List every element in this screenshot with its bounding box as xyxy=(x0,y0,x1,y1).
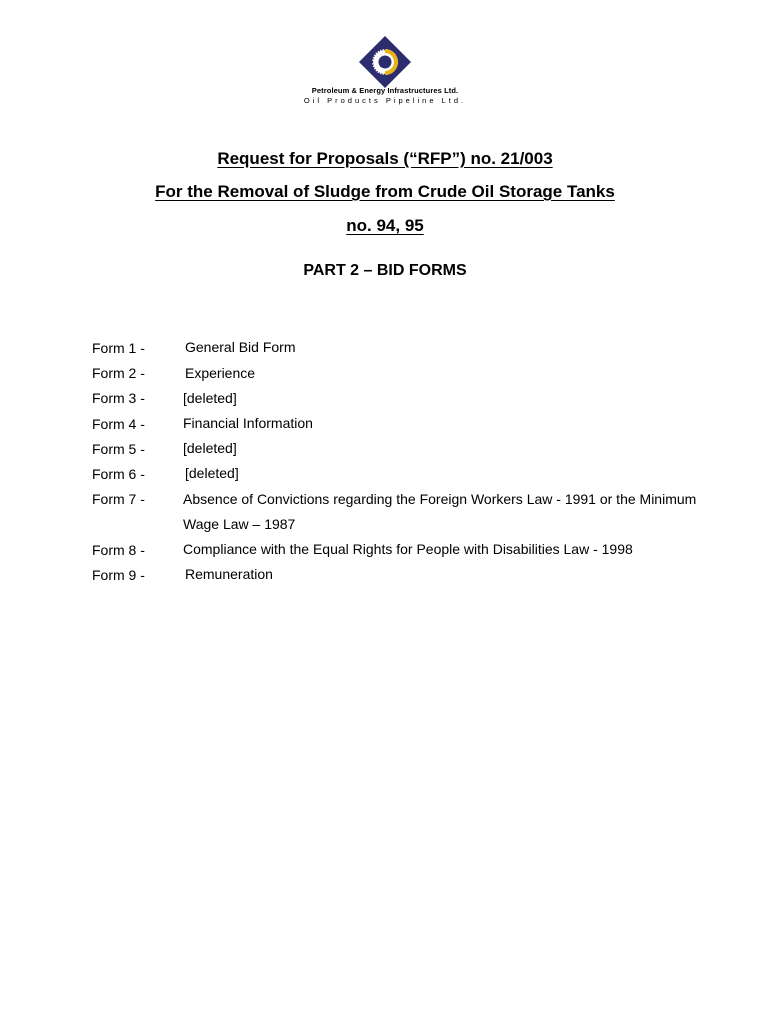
form-description: Compliance with the Equal Rights for People with Disabilities Law - 1998 xyxy=(183,540,633,557)
form-description: [deleted] xyxy=(183,389,237,406)
form-number: Form 7 - xyxy=(92,491,145,508)
form-number: Form 8 - xyxy=(92,541,145,558)
bid-forms-list xyxy=(92,339,712,591)
form-description: Experience xyxy=(185,364,256,381)
form-description: Financial Information xyxy=(183,414,313,431)
form-description: [deleted] xyxy=(183,440,237,457)
document-title-line1: Request for Proposals (“RFP”) no. 21/003 xyxy=(217,149,553,168)
company-name-line2: Oil Products Pipeline Ltd. xyxy=(303,96,467,105)
form-number: Form 6 - xyxy=(92,465,145,482)
part-title: PART 2 – BID FORMS xyxy=(303,262,467,279)
document-title-line2: For the Removal of Sludge from Crude Oil Storage Tanks xyxy=(155,182,615,201)
form-number: Form 4 - xyxy=(92,415,145,432)
form-number: Form 1 - xyxy=(92,340,145,356)
document-title-line3: no. 94, 95 xyxy=(346,216,424,235)
form-description: Absence of Convictions regarding the Foreign Workers Law - 1991 or the Minimum Wage Law – 1987 xyxy=(183,490,697,532)
form-description: General Bid Form xyxy=(185,339,296,356)
form-number: Form 2 - xyxy=(92,365,145,382)
form-row xyxy=(92,566,712,591)
company-logo xyxy=(0,34,770,105)
form-number: Form 5 - xyxy=(92,440,145,457)
company-name-line1: Petroleum & Energy Infrastructures Ltd. xyxy=(311,86,459,95)
company-logo-icon xyxy=(357,34,413,90)
form-row xyxy=(92,490,712,540)
form-number: Form 3 - xyxy=(92,390,145,407)
form-description: [deleted] xyxy=(185,465,239,482)
form-number: Form 9 - xyxy=(92,566,145,583)
form-description: Remuneration xyxy=(185,566,273,583)
